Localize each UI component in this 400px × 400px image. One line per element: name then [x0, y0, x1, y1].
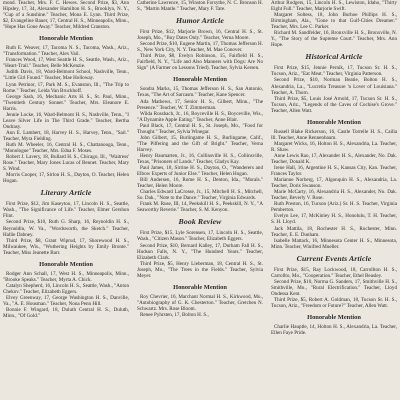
entry-paragraph: Robert J. Lavery, 18, Bullard H. S., Chicago, Ill., "Waitress' Rose." Teacher, Mary Jones Lucas of Bennet. Teacher, Mary S. Wind.: [3, 154, 129, 173]
entry-paragraph: Charlie Hauptle, 14, Holton H. S., Alexandria, La. Teacher, Ellen Faye Pride.: [271, 324, 397, 337]
entry-paragraph: Margaret Wicks, 16, Holton H. S., Alexandria, La. Teacher, R. Shaw.: [271, 140, 397, 153]
entry-paragraph: Jack Mattila, 18, Rochester H. S., Rochester, Minn. Teacher, E. E. Dunham.: [271, 225, 397, 238]
section-heading: Humor Article: [175, 16, 224, 26]
entry-paragraph: Paul Black, 17, Central H. S., St. Joseph, Mo., "Food for Thought." Teacher, Sylvia Winegar.: [137, 122, 263, 135]
entry-paragraph: John Gilbert, 15, Burlingame H. S., Burlingame, Calif., "The Pilfering and the Gift of Bright." Teacher, Verna Harvey.: [137, 134, 263, 153]
entry-paragraph: Third Prize, $5, Louis José Arnold, 17, Tucson Sr. H. S., Tucson, Ariz., "Legends of the Caves of Cochise's Grove." Teacher, Allen Watt.: [271, 95, 397, 114]
entry-paragraph: Second Prize, $10, Eugene Martin, 17, Thomas Jefferson H. S., New York City, N. Y. Teacher, M. Mae Conover.: [137, 41, 263, 54]
entry-paragraph: First Prize, $12, Jim Kaseytoo, 17, Lincoln H. S., Seattle, Wash., "The Significance of Life." Teacher, Elmer Gershon Flint.: [3, 201, 129, 220]
subsection-heading: Honorable Mention: [39, 260, 93, 268]
entry-paragraph: Ada Mathews, 17, Senior H. S., Gilbert, Minn., "The Presence." Teacher, W. T. Zimmerman.: [137, 98, 263, 111]
subsection-heading: Honorable Mention: [307, 314, 361, 322]
entry-paragraph: Anne Lewis Rao, 17, Alexander H. S., Alexander, No. Dak. Teacher, Donald K.: [271, 152, 397, 165]
entry-paragraph: Wilda Rossbach, Jr., 16, Boyceville H. S., Boyceville, Wis., "A Dynamite Apple Eating." Teacher, Anne Blair.: [137, 110, 263, 123]
subsection-heading: Honorable Mention: [173, 76, 227, 84]
entry-paragraph: Frances Wood, 17, West Seattle H. S., Seattle, Wash., Ariz., "Heart-Trail." Teacher, Belle McKenzie.: [3, 57, 129, 70]
section-heading: Literary Article: [40, 188, 92, 198]
entry-paragraph: Bonnie F. Wingard, 18, Duluth Central H. S., Duluth, Minn., "Of Gold.": [3, 307, 129, 320]
entry-paragraph: First Prize, $15, Ray Lockwood, 18, Carrollton H. S., Carrollto, Mo., "Cooperation." Teacher, Ethel Beasley.: [271, 266, 397, 279]
entry-paragraph: Catherine Lawrence, 15, Winston Forsythe, N. C. Bronson H. S., "Martin Mantle." Teacher, Mary F. Tate.: [137, 0, 263, 13]
entry-paragraph: Third Prize, $5, Henry Lieberman, 18, Central H. S., St. Joseph, Mo., "The Trees in the Fields." Teacher, Sylvia Meyer.: [137, 260, 263, 279]
entry-paragraph: Charles Edward LaCrosse, Jr., 15, Mitchell H. S., Mitchell, So. Dak., "Note to the Dance." Teacher, Virginia Edwards.: [137, 189, 263, 202]
entry-paragraph: George Sash, 16, Mechanic Arts H. S., St. Paul, Minn., "Twentieth Century Sonnet." Teacher, Mrs. Eleanore E. Harris.: [3, 93, 129, 112]
entry-paragraph: Ann E. Lambert, 18, Harvey H. S., Harvey, Tenn., "Sail." Teacher, Myra Fielding.: [3, 129, 129, 142]
entry-paragraph: First Prize, $15, Jennie Pernik, 17, Tucson Sr. H. S., Tucson, Ariz., "Eat Meat." Teacher, Virginia Patterson.: [271, 65, 397, 78]
entry-paragraph: First Prize, $12, Marjorie Brown, 16, Central H. S., St. Joseph, Mo., "Buy Dates Only." Teacher, Verna Moore.: [137, 29, 263, 42]
entry-paragraph: Bill Andersen, 16, Rome H. S., Denton, Ida., "Morals." Teacher, Helen Moore.: [137, 177, 263, 190]
subsection-heading: Honorable Mention: [307, 118, 361, 126]
entry-paragraph: Catalyn Shepherd, 16, Lincoln H. S., Seattle, Wash., "Anton Chekov." Teacher, Elizabeth Eggers.: [3, 282, 129, 295]
entry-paragraph: Isabelle Mattack, 16, Minnesota Center H. S., Minnesota, Minn. Teacher, Winifred Mueller.: [271, 237, 397, 250]
subsection-heading: Honorable Mention: [39, 35, 93, 43]
entry-paragraph: Elvey Greenway, 17, George Washington H. S., Danville, Va., "A. E. Housman." Teacher, Nona Penn Hill.: [3, 294, 129, 307]
entry-paragraph: First Prize, $15, Lyle Sorensen, 17, Lincoln H. S., Seattle, Wash., "Citizen Mason." Teacher, Elizabeth Eggers.: [137, 230, 263, 243]
entry-paragraph: Second Prize, $10, Norman Beatie, Bolton H. S., Alexandria, La., "Lucretia Treasure 'n Lover of Louisiana." Teacher, A. Thorn.: [271, 77, 397, 96]
entry-paragraph: Margaret Soltess, 18, John Burhoe Phillips H. S., Birmingham, Ala., "Gone to that Gulf-Cities Dreamer." Teacher, Mrs. Lee C. Parker.: [271, 12, 397, 31]
entry-paragraph: Ruth M. Wheeler, 16, Central H. S., Chattanooga, Tenn., "Monologue" Teacher, Mrs. Edna F. Moses.: [3, 141, 129, 155]
entry-paragraph: Lynn Petrinor, 17, Park M. S., Evanston, Ill., "The Trip to Rome." Teacher, Leida Van Bruckhoff.: [3, 81, 129, 94]
entry-paragraph: Jennie Locke, 16, Ward-Belmont H. S., Nashville, Tenn., "I Leave Silver Life in The Third Grade." Teacher, Bertha Ondrasy.: [3, 111, 129, 130]
entry-paragraph: Third Prize, $8, Grant Wiprud, 17, Shorewood H. S., Milwaukee, Wis., "Wuthering Heights by Emily Bronte." Teacher, Miss Jeanette Barr.: [3, 237, 129, 256]
entry-paragraph: Marianne Norberg, 17, Algonquin H. S., Alexandria, La. Teacher, Doris Swanson.: [271, 177, 397, 190]
entry-paragraph: Third Prize, $5, Robert A. Goldman, 18, Tucson Sr. H. S., Tucson, Ariz., "Freedom or Future?" Teacher, Allen Watt.: [271, 296, 397, 309]
entry-paragraph: Henry Baumarten, Jr., 16, Collinsville H. S., Collinsville, Texas, "Prisoners of Lands." Teacher, Gladys Kay.: [137, 152, 263, 165]
section-heading: Historical Article: [305, 52, 363, 62]
entry-paragraph: Ruth Preston, 16, Tucson (Ariz.) Sr. H. S. Teacher, Virginia Pemberton.: [271, 201, 397, 214]
entry-paragraph: Morris Cooper, 17, Sirlon H. S., Dayton, O. Teacher, Helen Hogan.: [3, 172, 129, 185]
entry-paragraph: Second Prize, $10, Norma G. Sanders, 17, Smithville H. S., Smithville, Mo., "Rural Electrification." Teacher, Lloyd Ondessa Kent.: [271, 278, 397, 297]
subsection-heading: Honorable Mention: [173, 283, 227, 291]
entry-paragraph: Paul James, 18, Sirrine H. S., Dayton, O., "Wanderers and Elbow Experts of Junior Else." Teacher, Helen Hogan.: [137, 165, 263, 178]
entry-paragraph: Sondra Marks, 15, Thomas Jefferson H. S., San Antonio, Texas, "The Art of Sarcasm." Teacher, Kane Spencer.: [137, 86, 263, 99]
entry-paragraph: Richard M. Sandfelder, 16, Bronxville H. S., Bronxville, N. Y., "The Story of the Supreme Court." Teacher, Mrs. Ann Hope.: [271, 30, 397, 49]
section-heading: Current Events Article: [296, 253, 372, 263]
entry-paragraph: Arthur Rodgers, 15, Lincoln H. S., Lewiston, Idaho, "Thirty Eight Full." Teacher, Marjorie Swift.: [271, 0, 397, 13]
column-right: [271, 0, 397, 400]
entry-paragraph: Russell Blake Rickerson, 16, Castle Torrelle H. S., Cailla Ill. Teacher, Anne Rennenbaum.: [271, 128, 397, 141]
entry-paragraph: Second Prize, $10, Bernard Kalley, 17, Durham Fall H. S., Hudson Falls, N. Y., "The Hundred Years." Teacher, Elizabeth Clark.: [137, 242, 263, 261]
entry-paragraph: Rodger Ann Schall, 17, West H. S., Minneapolis, Minn., "Brooke Speaks." Teacher, Myrta A. Chick.: [3, 270, 129, 283]
column-left: [3, 0, 129, 400]
entry-paragraph: Renee Pyhrsten, 17, Bolton H. S.,: [140, 311, 209, 318]
entry-paragraph: Third Prize, $8, Evelyn Robinson, 15, Fairfield H. S., Fairfield, N. Y., "Life and Also Manners with Dogs: Are No Sign" (A Farmer on Lessons Tried). Teacher, Sylvia Kersen.: [137, 53, 263, 72]
entry-paragraph: Marie McCarty, 16, Alexandria H. S., Alexander, No. Dak. Teacher, Beverly V. Rose.: [271, 189, 397, 202]
entry-paragraph: mond. Teacher, Mrs. F. C. Hewes. Second Prize, $3, Ann Hipsley, 17, 34, Alexander Hamilton H. S., Brooklyn, N. Y., "Cup of a Sunshine." Teacher, Mona E. Lynn. Third Prize, $2, Evangeline Bauer, 17, Central H. S., Minneapolis, Minn., "Hope Has Gone Away." Teacher, Mildred Cranston.: [3, 0, 129, 31]
column-middle: [137, 0, 263, 400]
article-columns: [3, 0, 397, 400]
entry-paragraph: Ruth E. Weaver, 17, Tacoma N. S., Tacoma, Wash., Ariz., "Transformation." Teacher, Alex Vail.: [3, 45, 129, 58]
entry-paragraph: Frank M. Ruse, III, 14, Peekskill H. S., Peekskill, N. Y., "A Seaworthy Reverie." Teacher, S. M. Kenyon.: [137, 201, 263, 214]
entry-paragraph: Roy Chevrier, 16, Marchant Normal H. S., Kirkwood, Mo., "Autobiography of G. K. Chesterton." Teacher, Gretchen N. Schwartz. Mrs. Rose Bloom.: [137, 293, 263, 312]
entry-paragraph: Evelyn Lee, 17, McKinley H. S., Honolulu, T. H. Teacher, S. H. Lloyd.: [271, 213, 397, 226]
entry-paragraph: Second Prize, $10, Ruth G. Sharp, 16, Reynoldin H. S., Reynoldin, W. Va., "Wordsworth, the Sketch." Teacher, Hallie Dabney.: [3, 219, 129, 238]
entry-paragraph: Irene Hall, 16, Argentine H. S., Kansas City, Kan. Teacher, Frances Taylor.: [271, 165, 397, 178]
section-heading: Book Review: [178, 217, 222, 227]
entry-paragraph: Judith Davis, 18, Ward-Belmont School, Nashville, Tenn., "Little Girl Found." Teacher, Mae Holloway.: [3, 69, 129, 82]
